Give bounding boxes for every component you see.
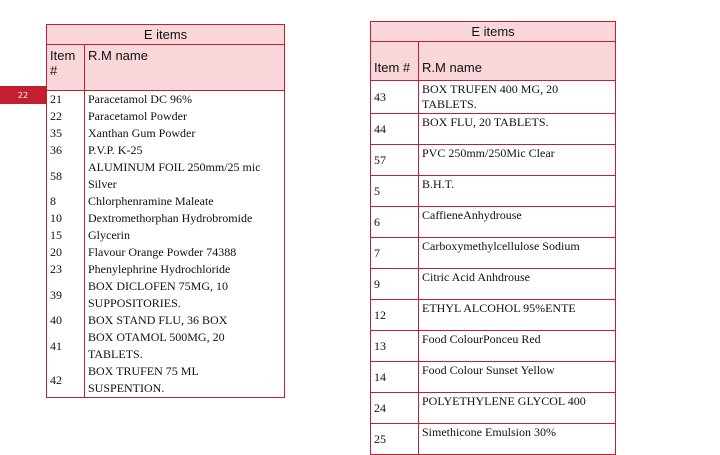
table-row [371, 176, 616, 207]
left-item-number: 21 [50, 92, 62, 106]
right-header-item: Item # [371, 42, 419, 81]
table-row [371, 238, 616, 269]
left-item-number: 58 [50, 169, 62, 183]
left-item-name: Chlorphenramine Maleate [88, 194, 214, 208]
right-item-number: 7 [371, 238, 419, 269]
left-item-name: BOX DICLOFEN 75MG, 10 SUPPOSITORIES. [88, 279, 229, 310]
right-item-number: 25 [371, 424, 419, 455]
right-item-name: B.H.T. [419, 176, 616, 207]
right-item-name: Citric Acid Anhdrouse [419, 269, 616, 300]
left-header-name: R.M name [85, 45, 285, 91]
right-items-table [370, 21, 616, 455]
right-item-number: 6 [371, 207, 419, 238]
right-item-number: 13 [371, 331, 419, 362]
left-item-name: BOX OTAMOL 500MG, 20 TABLETS. [88, 330, 225, 361]
left-item-name: Phenylephrine Hydrochloride [88, 262, 231, 276]
right-item-number: 14 [371, 362, 419, 393]
table-row [371, 393, 616, 424]
left-item-number: 8 [50, 194, 56, 208]
left-item-number: 35 [50, 126, 62, 140]
right-header-name: R.M name [419, 42, 616, 81]
table-row [371, 114, 616, 145]
left-item-name: Paracetamol Powder [88, 109, 187, 123]
left-item-number: 20 [50, 245, 62, 259]
right-item-name: CaffieneAnhydrouse [419, 207, 616, 238]
slide-number: 22 [0, 86, 46, 104]
right-item-name: ETHYL ALCOHOL 95%ENTE [419, 300, 616, 331]
left-item-number: 15 [50, 228, 62, 242]
left-item-name: P.V.P. K-25 [88, 143, 143, 157]
left-header-item: Item # [47, 45, 85, 91]
right-item-name: POLYETHYLENE GLYCOL 400 [419, 393, 616, 424]
left-item-name: Glycerin [88, 228, 130, 242]
left-item-number: 42 [50, 373, 62, 387]
right-item-name: BOX TRUFEN 400 MG, 20 TABLETS. [419, 81, 616, 114]
left-item-name: ALUMINUM FOIL 250mm/25 mic Silver [88, 160, 261, 191]
right-item-name: Food Colour Sunset Yellow [419, 362, 616, 393]
right-item-name: Simethicone Emulsion 30% [419, 424, 616, 455]
right-item-name: BOX FLU, 20 TABLETS. [419, 114, 616, 145]
table-row [371, 331, 616, 362]
right-item-number: 9 [371, 269, 419, 300]
table-row [371, 207, 616, 238]
right-item-name: Carboxymethylcellulose Sodium [419, 238, 616, 269]
right-item-name: PVC 250mm/250Mic Clear [419, 145, 616, 176]
right-item-number: 43 [371, 81, 419, 114]
right-item-number: 44 [371, 114, 419, 145]
left-item-name: Paracetamol DC 96% [88, 92, 192, 106]
right-item-name: Food ColourPonceu Red [419, 331, 616, 362]
left-item-numbers [47, 91, 85, 398]
table-row [371, 362, 616, 393]
right-item-number: 57 [371, 145, 419, 176]
right-item-number: 12 [371, 300, 419, 331]
left-item-name: Xanthan Gum Powder [88, 126, 196, 140]
table-row [371, 81, 616, 114]
left-item-name: Flavour Orange Powder 74388 [88, 245, 237, 259]
left-item-names [85, 91, 285, 398]
table-row [371, 269, 616, 300]
left-item-number: 36 [50, 143, 62, 157]
left-item-number: 22 [50, 109, 62, 123]
left-item-number: 23 [50, 262, 62, 276]
left-item-name: Dextromethorphan Hydrobromide [88, 211, 253, 225]
left-item-number: 39 [50, 288, 62, 302]
left-item-name: BOX TRUFEN 75 ML SUSPENTION. [88, 364, 199, 395]
right-item-number: 24 [371, 393, 419, 424]
left-item-number: 10 [50, 211, 62, 225]
left-item-number: 41 [50, 339, 62, 353]
left-table-caption: E items [47, 25, 285, 45]
left-item-name: BOX STAND FLU, 36 BOX [88, 313, 228, 327]
right-table-caption: E items [371, 22, 616, 42]
right-item-number: 5 [371, 176, 419, 207]
left-item-number: 40 [50, 313, 62, 327]
left-items-table [46, 24, 285, 398]
table-row [371, 300, 616, 331]
table-row [371, 424, 616, 455]
table-row [371, 145, 616, 176]
